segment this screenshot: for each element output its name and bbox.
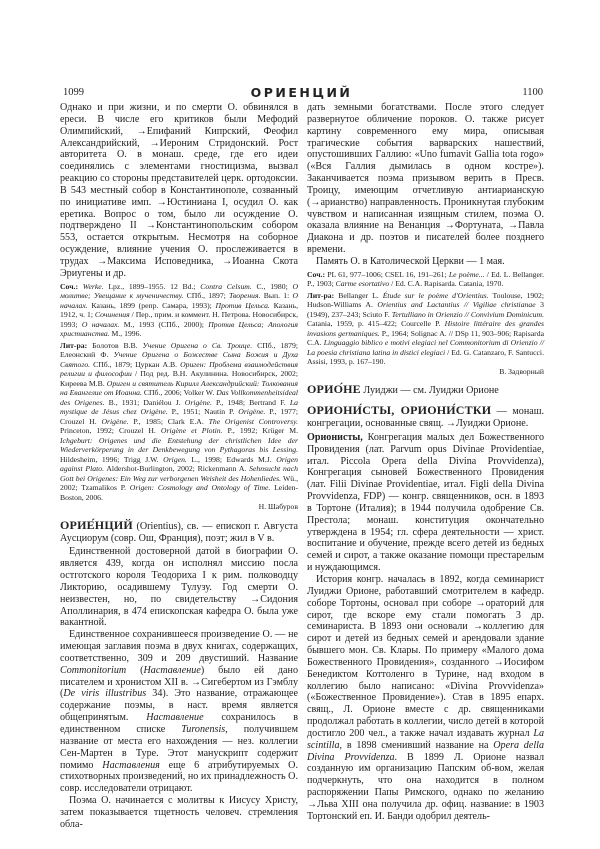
text-run: В. Задворный	[499, 366, 544, 376]
italic-run: The Origenist Controversy.	[208, 416, 298, 426]
text-run: Aldershot-Burlington, 2002; Rickenmann A.	[104, 464, 250, 474]
italic-run: Наставления	[102, 759, 160, 771]
text-run: P., 1964; Solignac A. // DSp 11, 903–906; Rapisarda C.A.	[307, 328, 544, 348]
text-run: Казань, 1912, ч. 1;	[60, 300, 298, 320]
italic-run: Histoire littéraire des grandes invasions germaniques.	[307, 319, 544, 338]
text-run: Казань, 1899 (репр. Самара, 1993);	[87, 300, 216, 310]
bibliography	[60, 341, 298, 503]
italic-run: Origène et Plotin.	[160, 426, 223, 436]
italic-run: Ichgeburt: Origenes und die Entstehung der christlichen Idee der Wiederverkörperung in der Denkbewegung von Pythagoras bis Lessing.	[60, 435, 298, 455]
text-run: СПб., 2006; Volker W.	[141, 388, 217, 398]
text-run: Princeton, 1992; Crouzel H.	[60, 426, 161, 436]
headword: ОРИО́НЕ	[307, 382, 361, 397]
text-run: P., 1951; Nautin P.	[167, 407, 239, 417]
italic-run: Orientius and Lactantius // Vigiliae christianae	[377, 300, 536, 310]
text-run: СПб., 1897;	[183, 291, 230, 301]
paragraph	[307, 574, 544, 823]
text-run: Единственной достоверной датой в биографии О. является 439, когда он исполнял миссию посла остготского короля Теодориха I к рим. полководцу Ликторию, осадившему Тулузу. Год смерти О. неизвестен, но, по свидетельству →Сидония Аполлинария, в 474 епископская кафедра О. была уже вакантной.	[60, 546, 298, 629]
text-run: СПб., 1879; Елеонский Ф.	[60, 340, 298, 360]
text-run: Н. Шабуров	[258, 502, 298, 512]
paragraph	[307, 102, 544, 256]
italic-run: Étude sur le poème d'Orientius.	[382, 290, 489, 300]
text-run: , получившем название от места его нахождения — нез. коллегии Сен-Мартен в Туре. Этот манускрипт содержит помимо	[60, 724, 298, 771]
paragraph	[307, 432, 544, 574]
paragraph	[60, 102, 298, 280]
paragraph	[60, 546, 298, 629]
text-run: B., 1931; Daniélou J.	[104, 397, 185, 407]
text-run: PL 61, 977–1006; CSEL 16, 191–261;	[327, 269, 449, 279]
italic-run: Le poème...	[448, 269, 485, 279]
text-run: Catania, 1959, p. 415–422; Courcelle P.	[307, 319, 445, 329]
italic-run: Tertulliano in Orienzio // Convivium Dominicum.	[391, 309, 544, 319]
text-run: Hildesheim, 1996; Trigg J.W.	[60, 454, 164, 464]
text-run: СПб., 1879; Цуркан А.В.	[90, 359, 181, 369]
italic-run: Против Цельса; Апология христианства.	[60, 319, 299, 339]
text-run: P., 1992; Krüger M.	[222, 426, 298, 436]
italic-run: Origène.	[238, 407, 266, 417]
italic-run: Origène.	[184, 397, 212, 407]
italic-run: Carme esortativo	[335, 279, 390, 289]
page-number-right: 1100	[522, 87, 543, 98]
italic-run: Наставление	[143, 664, 201, 676]
italic-run: Werke.	[82, 281, 104, 291]
text-run: сохранилось в единственном списке	[60, 712, 298, 735]
entry-heading	[307, 384, 544, 397]
bold-run: Орионисты,	[307, 431, 363, 443]
paragraph	[307, 256, 544, 268]
text-run: Конгрегация малых дел Божественного Провидения (лат. Parvum opus Divinae Providentiae, итал. Piccola Opera della Divina Provvidenza), Конгрегация сыновей Божественного Провидения (лат. Filii Divinae Providentiae, итал. Figli della Divina Provvidenza, FDP) — конгр. священников, осн. в 1893 в Тортоне (Италия); в 1944 получила одобрение Св. Престола; монаш. конституция окончательно утверждена в 1954; гл. сфера деятельности — христ. воспитание и обучение, прежде всего детей из бедных семей и сирот, а также оказание помощи престарелым и нуждающимся.	[307, 431, 544, 574]
bold-run: Соч.:	[307, 269, 328, 279]
italic-run: La scintilla	[307, 727, 544, 751]
text-run: еще 6 атрибутируемых О. стихотворных произведений, но их принадлежность О. совр. исследователи отрицают.	[60, 759, 298, 795]
italic-run: De viris illustribus	[63, 688, 147, 700]
italic-run: О молитве; Увещание к мученичеству.	[60, 281, 299, 301]
text-run: / Ed. G. Catanzaro, F. Santucci. Assisi, 1993, p. 167–190.	[307, 347, 544, 367]
italic-run: Origen.	[163, 454, 187, 464]
italic-run: Das Vollkommenheitsideal des Origenes.	[60, 388, 298, 407]
text-run: Поэма О. начинается с молитвы к Иисусу Христу, затем показывается тщетность человеч. стремления обла-	[60, 795, 298, 830]
bold-run: Соч.:	[60, 281, 83, 291]
italic-run: Turonensis	[181, 724, 226, 735]
text-run: Lpz., 1899–1955. 12 Bd.;	[103, 281, 201, 291]
italic-run: Учение Оригена о Божестве Сына Божия и Духа Святого.	[60, 350, 298, 369]
text-run: . В 1899 Л. Орионе назвал созданную им организацию Папским об-вом, желая подчеркнуть, что она находится в полном распоряжении Папы Римского, однако по желанию →Льва XIII она получила др. офиц. название: в 1903 Тортонский еп. И. Банди одобрил деятель-	[307, 751, 544, 822]
text-run: (Orientius), св. — епископ г. Августа Аусциорум (совр. Ош, Франция), поэт; жил в V в.	[60, 520, 298, 544]
italic-run: О началах.	[60, 291, 298, 310]
author-signature	[60, 502, 298, 512]
text-run: 34). Это название, отражающее содержание поэмы, в наст. время является общепринятым.	[60, 688, 298, 724]
headword: ОРИЕ́НЦИЙ	[60, 517, 133, 532]
italic-run: Opera della Divina Provvidenza	[307, 739, 544, 763]
italic-run: Origen against Plato.	[60, 454, 298, 474]
text-run: (	[126, 664, 144, 676]
italic-run: Commonitorium	[60, 664, 127, 676]
paragraph	[60, 795, 298, 831]
italic-run: Ориген и святитель Кирилл Александрийский: Толкования на Евангелие от Иоанна.	[60, 378, 298, 398]
italic-run: Contra Celsum.	[200, 281, 252, 291]
text-run: / Под ред. В.Н. Акулинина. Новосибирск, 2002; Киреева М.В.	[60, 369, 298, 388]
italic-run: Сочинения	[94, 310, 130, 320]
italic-run: Учение Оригена о Св. Троице.	[142, 340, 253, 350]
text-run: Toulouse, 1902; Hudson-Williams A.	[307, 290, 544, 310]
running-header	[60, 86, 543, 100]
italic-run: Ориген: Проблема взаимодействия религии и философии	[60, 359, 298, 379]
italic-run: Творения.	[229, 291, 261, 301]
text-run: L., 1998; Edwards M.J.	[186, 454, 277, 464]
text-run: / Ed. L. Bellanger. P., 1903;	[307, 269, 544, 289]
italic-run: La mystique de Jésus chez Origène.	[60, 397, 298, 417]
text-run: Однако и при жизни, и по смерти О. обвинялся в ереси. В числе его критиков были Мефодий Олимпийский, →Епифаний Кипрский, Феофил Александрийский, →Иероним Стридонский. Рост авторитета О. в монаш. среде, где его идеи соединялись с элементами гностицизма, вызвал реакцию со стороны представителей церк. ортодоксии. В 543 местный собор в Константинополе, созванный по инициативе имп. →Юстиниана I, осудил О. как еретика. Вопрос о том, было ли осуждение О. подтверждено II →Константинопольским собором 553, остается открытым. Несмотря на соборное осуждение, влияние учения О. прослеживается в трудах →Максима Исповедника, →Иоанна Скота Эриугены и др.	[60, 102, 298, 279]
italic-run: Origène.	[101, 416, 129, 426]
bibliography	[60, 282, 298, 339]
italic-run: Наставление	[146, 712, 204, 724]
text-run: Луиджи — см. Луиджи Орионе	[360, 385, 499, 397]
text-run: Болотов В.В.	[92, 340, 143, 350]
italic-run: Linguaggio biblico e motivi elegiaci nel Commonitorium di Orienzio // La poesia christiana latina in distici elegiaci	[307, 338, 544, 357]
text-run: М., 1996.	[109, 329, 142, 339]
text-run: М., 1993 (СПб., 2000);	[119, 319, 209, 329]
italic-run: О началах.	[81, 319, 120, 329]
text-run: Wü., 2002; Tzamalikos P.	[60, 473, 298, 493]
running-title: ОРИЕНЦИЙ	[250, 85, 353, 100]
text-run: Память О. в Католической Церкви — 1 мая.	[316, 255, 505, 267]
bold-run: Лит-ра:	[307, 290, 339, 300]
text-run: Bellanger L.	[338, 290, 383, 300]
entry-heading	[307, 405, 544, 430]
headword: ОРИОНИ́СТЫ, ОРИОНИ́СТКИ	[307, 403, 492, 418]
page-number-left: 1099	[63, 87, 84, 98]
text-run: , в 1898 сменивший название на	[339, 739, 494, 751]
text-run: / Пер., прим. и коммент. Н. Петрова. Новосибирск, 1993;	[60, 310, 298, 329]
bibliography	[307, 291, 544, 367]
italic-run: Origen: Cosmology and Ontology of Time.	[129, 483, 271, 493]
text-run: / Ed. C.A. Rapisarda. Catania, 1970.	[389, 279, 504, 289]
text-run: ) было ей дано писателем и хронистом XII в. →Сигебертом из Гэмблу (	[60, 664, 298, 700]
entry-heading	[60, 517, 298, 545]
text-run: C., 1980;	[251, 281, 293, 291]
italic-run: Против Цельса.	[215, 300, 270, 310]
text-run: Единственное сохранившееся произведение О. — не имеющая заглавия поэма в двух книгах, содержащих, соответственно, 309 и 209 двустиший. Название	[60, 629, 298, 664]
left-column	[60, 102, 298, 831]
text-run: Вып. 1:	[260, 291, 293, 301]
text-run: Leiden-Boston, 2006.	[60, 483, 299, 502]
text-run: История конгр. началась в 1892, когда семинарист Луиджи Орионе, работавший смотрителем в кафедр. соборе Тортоны, основал при соборе →ораторий для сирот, где вскоре ему стали помогать 3 др. семинариста. В 1893 они основали →коллегию для сирот и детей из бедных семей и арендовали здание бывшего мон. Св. Клары. По примеру «Малого дома Божественного Провидения», созданного →Иосифом Бенедиктом Коттоленго в Турине, над входом в коллегию было написано: «Divina Provvidenza» («Божественное Провидение»). Став в 1895 епарх. свящ., Л. Орионе вместе с др. священниками продолжал работать в коллегии, число детей в которой достигло 200 чел., а также начал издавать журнал	[307, 573, 544, 739]
right-column	[307, 102, 544, 823]
text-run: 3 (1949), 237–243; Sciuto F.	[307, 300, 544, 319]
author-signature	[307, 367, 544, 377]
bibliography	[307, 270, 544, 289]
text-run: P., 1948; Bertrand F.	[211, 397, 290, 407]
text-run: — монаш. конгрегации, основанные свящ. →Луиджи Орионе.	[307, 406, 544, 429]
bold-run: Лит-ра:	[60, 340, 93, 350]
text-run: P., 1977; Crouzel H.	[60, 407, 298, 426]
text-run: дать земными богатствами. После этого следует развернутое обличение пороков. О. также рисует картину современного ему мира, описывая трагические события варварских нашествий, опустошивших Галлию: «Uno fumavit Gallia tota rogo» («Вся Галлия дымилась в одном костре»). Заканчивается поэма призывом верить в Пресв. Троицу, имеющим отчетливую антиарианскую (→арианство) направленность. Проникнутая глубоким чувством и написанная изящным стилем, поэма О. оказала влияние на Венанция →Фортуната, →Павла Диакона и др. поэтов и писателей более позднего времени.	[307, 102, 544, 256]
text-run: P., 1985; Clark E.A.	[128, 416, 209, 426]
italic-run: Sehnsucht nach Gott bei Origenes: Ein Weg zur verborgenen Weisheit des Hohenliedes.	[60, 464, 298, 483]
paragraph	[60, 629, 298, 795]
